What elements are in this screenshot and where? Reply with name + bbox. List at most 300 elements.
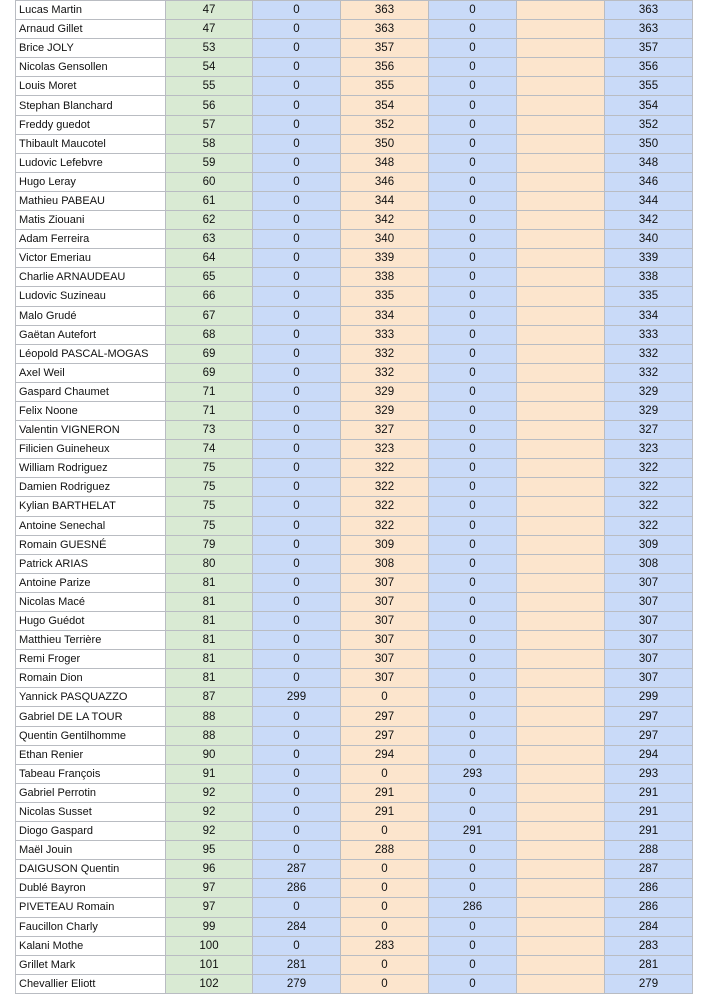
rank-cell[interactable]: 62 <box>166 211 253 230</box>
points-col-3-cell[interactable]: 0 <box>429 592 517 611</box>
points-col-1-cell[interactable]: 0 <box>253 554 341 573</box>
rank-cell[interactable]: 90 <box>166 745 253 764</box>
points-col-1-cell[interactable]: 0 <box>253 612 341 631</box>
participant-name-cell[interactable]: Valentin VIGNERON <box>16 421 166 440</box>
points-col-2-cell[interactable]: 291 <box>341 783 429 802</box>
points-col-3-cell[interactable]: 0 <box>429 631 517 650</box>
rank-cell[interactable]: 75 <box>166 478 253 497</box>
points-col-2-cell[interactable]: 322 <box>341 459 429 478</box>
participant-name-cell[interactable]: Hugo Leray <box>16 172 166 191</box>
points-col-4-cell[interactable] <box>517 707 605 726</box>
participant-name-cell[interactable]: Nicolas Susset <box>16 802 166 821</box>
total-points-cell[interactable]: 308 <box>605 554 693 573</box>
participant-name-cell[interactable]: Nicolas Gensollen <box>16 58 166 77</box>
total-points-cell[interactable]: 329 <box>605 382 693 401</box>
points-col-3-cell[interactable]: 0 <box>429 936 517 955</box>
points-col-4-cell[interactable] <box>517 153 605 172</box>
points-col-4-cell[interactable] <box>517 249 605 268</box>
points-col-3-cell[interactable]: 0 <box>429 230 517 249</box>
total-points-cell[interactable]: 288 <box>605 841 693 860</box>
rank-cell[interactable]: 87 <box>166 688 253 707</box>
points-col-2-cell[interactable]: 350 <box>341 134 429 153</box>
participant-name-cell[interactable]: Gaëtan Autefort <box>16 325 166 344</box>
points-col-4-cell[interactable] <box>517 287 605 306</box>
points-col-4-cell[interactable] <box>517 669 605 688</box>
points-col-3-cell[interactable]: 0 <box>429 802 517 821</box>
points-col-4-cell[interactable] <box>517 1 605 20</box>
participant-name-cell[interactable]: Charlie ARNAUDEAU <box>16 268 166 287</box>
points-col-4-cell[interactable] <box>517 554 605 573</box>
rank-cell[interactable]: 81 <box>166 631 253 650</box>
participant-name-cell[interactable]: Faucillon Charly <box>16 917 166 936</box>
points-col-1-cell[interactable]: 0 <box>253 1 341 20</box>
participant-name-cell[interactable]: Freddy guedot <box>16 115 166 134</box>
participant-name-cell[interactable]: Gaspard Chaumet <box>16 382 166 401</box>
points-col-1-cell[interactable]: 0 <box>253 802 341 821</box>
points-col-3-cell[interactable]: 0 <box>429 211 517 230</box>
participant-name-cell[interactable]: Thibault Maucotel <box>16 134 166 153</box>
total-points-cell[interactable]: 307 <box>605 592 693 611</box>
total-points-cell[interactable]: 356 <box>605 58 693 77</box>
rank-cell[interactable]: 96 <box>166 860 253 879</box>
points-col-4-cell[interactable] <box>517 440 605 459</box>
participant-name-cell[interactable]: Malo Grudé <box>16 306 166 325</box>
rank-cell[interactable]: 63 <box>166 230 253 249</box>
participant-name-cell[interactable]: Axel Weil <box>16 363 166 382</box>
total-points-cell[interactable]: 286 <box>605 879 693 898</box>
points-col-3-cell[interactable]: 0 <box>429 974 517 993</box>
points-col-3-cell[interactable]: 0 <box>429 726 517 745</box>
total-points-cell[interactable]: 286 <box>605 898 693 917</box>
participant-name-cell[interactable]: Ludovic Lefebvre <box>16 153 166 172</box>
points-col-3-cell[interactable]: 0 <box>429 363 517 382</box>
participant-name-cell[interactable]: Yannick PASQUAZZO <box>16 688 166 707</box>
rank-cell[interactable]: 57 <box>166 115 253 134</box>
points-col-1-cell[interactable]: 0 <box>253 363 341 382</box>
total-points-cell[interactable]: 334 <box>605 306 693 325</box>
points-col-4-cell[interactable] <box>517 96 605 115</box>
total-points-cell[interactable]: 342 <box>605 211 693 230</box>
participant-name-cell[interactable]: Antoine Senechal <box>16 516 166 535</box>
rank-cell[interactable]: 81 <box>166 669 253 688</box>
points-col-1-cell[interactable]: 0 <box>253 325 341 344</box>
points-col-2-cell[interactable]: 338 <box>341 268 429 287</box>
points-col-3-cell[interactable]: 0 <box>429 955 517 974</box>
points-col-4-cell[interactable] <box>517 650 605 669</box>
points-col-3-cell[interactable]: 0 <box>429 325 517 344</box>
total-points-cell[interactable]: 348 <box>605 153 693 172</box>
total-points-cell[interactable]: 287 <box>605 860 693 879</box>
points-col-1-cell[interactable]: 0 <box>253 631 341 650</box>
points-col-4-cell[interactable] <box>517 955 605 974</box>
participant-name-cell[interactable]: Léopold PASCAL-MOGAS <box>16 344 166 363</box>
points-col-4-cell[interactable] <box>517 191 605 210</box>
points-col-3-cell[interactable]: 0 <box>429 879 517 898</box>
rank-cell[interactable]: 102 <box>166 974 253 993</box>
rank-cell[interactable]: 61 <box>166 191 253 210</box>
participant-name-cell[interactable]: Grillet Mark <box>16 955 166 974</box>
points-col-2-cell[interactable]: 354 <box>341 96 429 115</box>
participant-name-cell[interactable]: Matis Ziouani <box>16 211 166 230</box>
rank-cell[interactable]: 81 <box>166 612 253 631</box>
points-col-1-cell[interactable]: 0 <box>253 669 341 688</box>
participant-name-cell[interactable]: Adam Ferreira <box>16 230 166 249</box>
points-col-4-cell[interactable] <box>517 39 605 58</box>
points-col-2-cell[interactable]: 332 <box>341 344 429 363</box>
points-col-3-cell[interactable]: 0 <box>429 382 517 401</box>
points-col-3-cell[interactable]: 0 <box>429 191 517 210</box>
total-points-cell[interactable]: 322 <box>605 478 693 497</box>
rank-cell[interactable]: 92 <box>166 822 253 841</box>
total-points-cell[interactable]: 281 <box>605 955 693 974</box>
points-col-3-cell[interactable]: 0 <box>429 860 517 879</box>
points-col-3-cell[interactable]: 0 <box>429 478 517 497</box>
points-col-1-cell[interactable]: 284 <box>253 917 341 936</box>
rank-cell[interactable]: 92 <box>166 783 253 802</box>
points-col-3-cell[interactable]: 291 <box>429 822 517 841</box>
points-col-3-cell[interactable]: 293 <box>429 764 517 783</box>
rank-cell[interactable]: 64 <box>166 249 253 268</box>
points-col-1-cell[interactable]: 0 <box>253 726 341 745</box>
points-col-1-cell[interactable]: 0 <box>253 497 341 516</box>
points-col-2-cell[interactable]: 363 <box>341 20 429 39</box>
points-col-4-cell[interactable] <box>517 459 605 478</box>
rank-cell[interactable]: 91 <box>166 764 253 783</box>
points-col-2-cell[interactable]: 0 <box>341 917 429 936</box>
points-col-3-cell[interactable]: 0 <box>429 612 517 631</box>
points-col-1-cell[interactable]: 0 <box>253 401 341 420</box>
points-col-3-cell[interactable]: 0 <box>429 669 517 688</box>
participant-name-cell[interactable]: Louis Moret <box>16 77 166 96</box>
points-col-3-cell[interactable]: 0 <box>429 344 517 363</box>
points-col-3-cell[interactable]: 0 <box>429 153 517 172</box>
rank-cell[interactable]: 79 <box>166 535 253 554</box>
points-col-4-cell[interactable] <box>517 516 605 535</box>
participant-name-cell[interactable]: Patrick ARIAS <box>16 554 166 573</box>
points-col-1-cell[interactable]: 0 <box>253 249 341 268</box>
participant-name-cell[interactable]: Antoine Parize <box>16 573 166 592</box>
points-col-1-cell[interactable]: 0 <box>253 822 341 841</box>
points-col-3-cell[interactable]: 0 <box>429 77 517 96</box>
points-col-4-cell[interactable] <box>517 631 605 650</box>
points-col-3-cell[interactable]: 0 <box>429 688 517 707</box>
points-col-1-cell[interactable]: 0 <box>253 440 341 459</box>
points-col-2-cell[interactable]: 332 <box>341 363 429 382</box>
participant-name-cell[interactable]: Damien Rodriguez <box>16 478 166 497</box>
points-col-4-cell[interactable] <box>517 306 605 325</box>
points-col-4-cell[interactable] <box>517 936 605 955</box>
rank-cell[interactable]: 81 <box>166 650 253 669</box>
total-points-cell[interactable]: 307 <box>605 573 693 592</box>
total-points-cell[interactable]: 291 <box>605 802 693 821</box>
points-col-1-cell[interactable]: 0 <box>253 77 341 96</box>
participant-name-cell[interactable]: Ludovic Suzineau <box>16 287 166 306</box>
points-col-1-cell[interactable]: 0 <box>253 58 341 77</box>
total-points-cell[interactable]: 322 <box>605 459 693 478</box>
points-col-4-cell[interactable] <box>517 230 605 249</box>
points-col-2-cell[interactable]: 356 <box>341 58 429 77</box>
points-col-2-cell[interactable]: 346 <box>341 172 429 191</box>
points-col-1-cell[interactable]: 0 <box>253 592 341 611</box>
rank-cell[interactable]: 53 <box>166 39 253 58</box>
rank-cell[interactable]: 68 <box>166 325 253 344</box>
points-col-2-cell[interactable]: 340 <box>341 230 429 249</box>
points-col-1-cell[interactable]: 286 <box>253 879 341 898</box>
points-col-3-cell[interactable]: 0 <box>429 917 517 936</box>
total-points-cell[interactable]: 333 <box>605 325 693 344</box>
rank-cell[interactable]: 101 <box>166 955 253 974</box>
points-col-3-cell[interactable]: 0 <box>429 459 517 478</box>
participant-name-cell[interactable]: Maël Jouin <box>16 841 166 860</box>
participant-name-cell[interactable]: Remi Froger <box>16 650 166 669</box>
points-col-1-cell[interactable]: 0 <box>253 573 341 592</box>
points-col-3-cell[interactable]: 0 <box>429 707 517 726</box>
participant-name-cell[interactable]: PIVETEAU Romain <box>16 898 166 917</box>
points-col-2-cell[interactable]: 288 <box>341 841 429 860</box>
participant-name-cell[interactable]: Romain Dion <box>16 669 166 688</box>
points-col-4-cell[interactable] <box>517 401 605 420</box>
points-col-1-cell[interactable]: 281 <box>253 955 341 974</box>
points-col-1-cell[interactable]: 0 <box>253 115 341 134</box>
total-points-cell[interactable]: 322 <box>605 516 693 535</box>
total-points-cell[interactable]: 291 <box>605 822 693 841</box>
points-col-4-cell[interactable] <box>517 592 605 611</box>
points-col-3-cell[interactable]: 0 <box>429 287 517 306</box>
points-col-2-cell[interactable]: 348 <box>341 153 429 172</box>
participant-name-cell[interactable]: Stephan Blanchard <box>16 96 166 115</box>
points-col-2-cell[interactable]: 333 <box>341 325 429 344</box>
points-col-4-cell[interactable] <box>517 802 605 821</box>
rank-cell[interactable]: 69 <box>166 344 253 363</box>
points-col-4-cell[interactable] <box>517 764 605 783</box>
points-col-2-cell[interactable]: 357 <box>341 39 429 58</box>
rank-cell[interactable]: 80 <box>166 554 253 573</box>
total-points-cell[interactable]: 279 <box>605 974 693 993</box>
total-points-cell[interactable]: 355 <box>605 77 693 96</box>
points-col-1-cell[interactable]: 0 <box>253 707 341 726</box>
points-col-1-cell[interactable]: 0 <box>253 191 341 210</box>
rank-cell[interactable]: 56 <box>166 96 253 115</box>
total-points-cell[interactable]: 340 <box>605 230 693 249</box>
rank-cell[interactable]: 81 <box>166 592 253 611</box>
total-points-cell[interactable]: 294 <box>605 745 693 764</box>
rank-cell[interactable]: 81 <box>166 573 253 592</box>
points-col-3-cell[interactable]: 0 <box>429 96 517 115</box>
rank-cell[interactable]: 58 <box>166 134 253 153</box>
participant-name-cell[interactable]: Tabeau François <box>16 764 166 783</box>
points-col-3-cell[interactable]: 0 <box>429 497 517 516</box>
rank-cell[interactable]: 95 <box>166 841 253 860</box>
points-col-2-cell[interactable]: 327 <box>341 421 429 440</box>
points-col-4-cell[interactable] <box>517 363 605 382</box>
participant-name-cell[interactable]: DAIGUSON Quentin <box>16 860 166 879</box>
total-points-cell[interactable]: 332 <box>605 363 693 382</box>
rank-cell[interactable]: 59 <box>166 153 253 172</box>
points-col-3-cell[interactable]: 0 <box>429 401 517 420</box>
points-col-2-cell[interactable]: 0 <box>341 898 429 917</box>
rank-cell[interactable]: 67 <box>166 306 253 325</box>
points-col-3-cell[interactable]: 0 <box>429 172 517 191</box>
points-col-1-cell[interactable]: 0 <box>253 783 341 802</box>
points-col-2-cell[interactable]: 0 <box>341 688 429 707</box>
rank-cell[interactable]: 73 <box>166 421 253 440</box>
participant-name-cell[interactable]: Victor Emeriau <box>16 249 166 268</box>
points-col-4-cell[interactable] <box>517 535 605 554</box>
points-col-2-cell[interactable]: 307 <box>341 669 429 688</box>
total-points-cell[interactable]: 322 <box>605 497 693 516</box>
points-col-1-cell[interactable]: 0 <box>253 459 341 478</box>
total-points-cell[interactable]: 327 <box>605 421 693 440</box>
participant-name-cell[interactable]: Nicolas Macé <box>16 592 166 611</box>
points-col-2-cell[interactable]: 307 <box>341 650 429 669</box>
points-col-2-cell[interactable]: 322 <box>341 516 429 535</box>
points-col-1-cell[interactable]: 0 <box>253 20 341 39</box>
points-col-4-cell[interactable] <box>517 688 605 707</box>
participant-name-cell[interactable]: Gabriel Perrotin <box>16 783 166 802</box>
points-col-4-cell[interactable] <box>517 898 605 917</box>
participant-name-cell[interactable]: Matthieu Terrière <box>16 631 166 650</box>
rank-cell[interactable]: 60 <box>166 172 253 191</box>
points-col-4-cell[interactable] <box>517 268 605 287</box>
points-col-3-cell[interactable]: 0 <box>429 440 517 459</box>
rank-cell[interactable]: 99 <box>166 917 253 936</box>
points-col-2-cell[interactable]: 322 <box>341 497 429 516</box>
total-points-cell[interactable]: 299 <box>605 688 693 707</box>
points-col-2-cell[interactable]: 334 <box>341 306 429 325</box>
points-col-2-cell[interactable]: 294 <box>341 745 429 764</box>
total-points-cell[interactable]: 307 <box>605 612 693 631</box>
points-col-1-cell[interactable]: 0 <box>253 382 341 401</box>
points-col-1-cell[interactable]: 0 <box>253 230 341 249</box>
points-col-2-cell[interactable]: 329 <box>341 401 429 420</box>
points-col-3-cell[interactable]: 0 <box>429 115 517 134</box>
total-points-cell[interactable]: 297 <box>605 707 693 726</box>
total-points-cell[interactable]: 323 <box>605 440 693 459</box>
rank-cell[interactable]: 97 <box>166 898 253 917</box>
points-col-3-cell[interactable]: 0 <box>429 421 517 440</box>
participant-name-cell[interactable]: Arnaud Gillet <box>16 20 166 39</box>
points-col-4-cell[interactable] <box>517 325 605 344</box>
total-points-cell[interactable]: 307 <box>605 631 693 650</box>
points-col-4-cell[interactable] <box>517 421 605 440</box>
rank-cell[interactable]: 88 <box>166 707 253 726</box>
participant-name-cell[interactable]: Kylian BARTHELAT <box>16 497 166 516</box>
points-col-4-cell[interactable] <box>517 20 605 39</box>
points-col-2-cell[interactable]: 0 <box>341 860 429 879</box>
points-col-2-cell[interactable]: 335 <box>341 287 429 306</box>
total-points-cell[interactable]: 307 <box>605 669 693 688</box>
total-points-cell[interactable]: 339 <box>605 249 693 268</box>
participant-name-cell[interactable]: Romain GUESNÉ <box>16 535 166 554</box>
total-points-cell[interactable]: 335 <box>605 287 693 306</box>
points-col-2-cell[interactable]: 0 <box>341 822 429 841</box>
points-col-4-cell[interactable] <box>517 841 605 860</box>
rank-cell[interactable]: 54 <box>166 58 253 77</box>
participant-name-cell[interactable]: Hugo Guédot <box>16 612 166 631</box>
points-col-4-cell[interactable] <box>517 783 605 802</box>
points-col-3-cell[interactable]: 0 <box>429 554 517 573</box>
participant-name-cell[interactable]: Ethan Renier <box>16 745 166 764</box>
rank-cell[interactable]: 66 <box>166 287 253 306</box>
participant-name-cell[interactable]: Felix Noone <box>16 401 166 420</box>
points-col-4-cell[interactable] <box>517 745 605 764</box>
rank-cell[interactable]: 100 <box>166 936 253 955</box>
participant-name-cell[interactable]: Chevallier Eliott <box>16 974 166 993</box>
points-col-4-cell[interactable] <box>517 497 605 516</box>
participant-name-cell[interactable]: Brice JOLY <box>16 39 166 58</box>
points-col-2-cell[interactable]: 307 <box>341 592 429 611</box>
total-points-cell[interactable]: 284 <box>605 917 693 936</box>
total-points-cell[interactable]: 291 <box>605 783 693 802</box>
total-points-cell[interactable]: 297 <box>605 726 693 745</box>
points-col-4-cell[interactable] <box>517 822 605 841</box>
rank-cell[interactable]: 69 <box>166 363 253 382</box>
participant-name-cell[interactable]: Filicien Guineheux <box>16 440 166 459</box>
points-col-4-cell[interactable] <box>517 726 605 745</box>
points-col-1-cell[interactable]: 0 <box>253 287 341 306</box>
points-col-4-cell[interactable] <box>517 134 605 153</box>
points-col-2-cell[interactable]: 0 <box>341 974 429 993</box>
points-col-3-cell[interactable]: 0 <box>429 783 517 802</box>
points-col-2-cell[interactable]: 307 <box>341 573 429 592</box>
points-col-2-cell[interactable]: 323 <box>341 440 429 459</box>
points-col-4-cell[interactable] <box>517 58 605 77</box>
points-col-1-cell[interactable]: 0 <box>253 134 341 153</box>
total-points-cell[interactable]: 307 <box>605 650 693 669</box>
rank-cell[interactable]: 71 <box>166 401 253 420</box>
points-col-2-cell[interactable]: 309 <box>341 535 429 554</box>
points-col-3-cell[interactable]: 0 <box>429 516 517 535</box>
points-col-3-cell[interactable]: 0 <box>429 1 517 20</box>
rank-cell[interactable]: 75 <box>166 516 253 535</box>
points-col-3-cell[interactable]: 0 <box>429 58 517 77</box>
points-col-1-cell[interactable]: 0 <box>253 39 341 58</box>
points-col-2-cell[interactable]: 339 <box>341 249 429 268</box>
points-col-2-cell[interactable]: 322 <box>341 478 429 497</box>
rank-cell[interactable]: 88 <box>166 726 253 745</box>
points-col-4-cell[interactable] <box>517 974 605 993</box>
points-col-1-cell[interactable]: 0 <box>253 478 341 497</box>
points-col-4-cell[interactable] <box>517 860 605 879</box>
participant-name-cell[interactable]: Quentin Gentilhomme <box>16 726 166 745</box>
points-col-3-cell[interactable]: 0 <box>429 535 517 554</box>
points-col-1-cell[interactable]: 0 <box>253 898 341 917</box>
points-col-1-cell[interactable]: 287 <box>253 860 341 879</box>
points-col-3-cell[interactable]: 0 <box>429 268 517 287</box>
points-col-4-cell[interactable] <box>517 211 605 230</box>
points-col-3-cell[interactable]: 0 <box>429 249 517 268</box>
total-points-cell[interactable]: 354 <box>605 96 693 115</box>
participant-name-cell[interactable]: Gabriel DE LA TOUR <box>16 707 166 726</box>
points-col-4-cell[interactable] <box>517 77 605 96</box>
points-col-2-cell[interactable]: 283 <box>341 936 429 955</box>
points-col-4-cell[interactable] <box>517 917 605 936</box>
points-col-3-cell[interactable]: 0 <box>429 841 517 860</box>
total-points-cell[interactable]: 309 <box>605 535 693 554</box>
points-col-2-cell[interactable]: 297 <box>341 707 429 726</box>
points-col-2-cell[interactable]: 307 <box>341 612 429 631</box>
points-col-3-cell[interactable]: 0 <box>429 745 517 764</box>
points-col-3-cell[interactable]: 0 <box>429 134 517 153</box>
rank-cell[interactable]: 75 <box>166 497 253 516</box>
participant-name-cell[interactable]: William Rodriguez <box>16 459 166 478</box>
rank-cell[interactable]: 92 <box>166 802 253 821</box>
total-points-cell[interactable]: 363 <box>605 1 693 20</box>
points-col-3-cell[interactable]: 0 <box>429 306 517 325</box>
points-col-1-cell[interactable]: 0 <box>253 650 341 669</box>
total-points-cell[interactable]: 329 <box>605 401 693 420</box>
points-col-1-cell[interactable]: 0 <box>253 745 341 764</box>
